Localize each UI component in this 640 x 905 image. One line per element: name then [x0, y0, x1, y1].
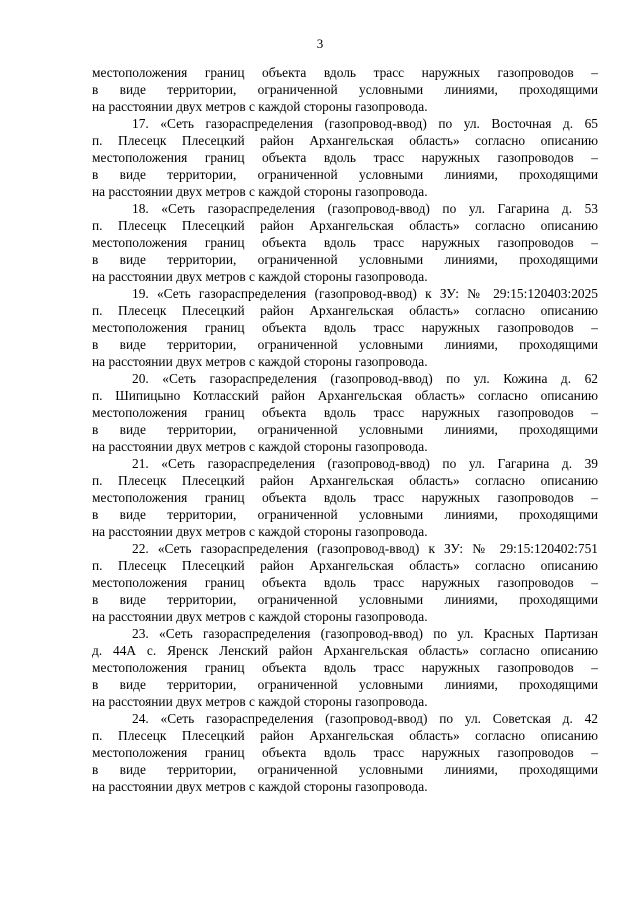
paragraph-item-21 [92, 455, 598, 540]
text-line: п. Плесецк Плесецкий район Архангельская область» согласно описанию [92, 218, 598, 233]
text-line: в виде территории, ограниченной условными линиями, проходящими [92, 677, 598, 692]
text-line: местоположения границ объекта вдоль трасс наружных газопроводов – [92, 150, 598, 165]
text-line: в виде территории, ограниченной условными линиями, проходящими [92, 337, 598, 352]
text-line: в виде территории, ограниченной условными линиями, проходящими [92, 762, 598, 777]
text-line: на расстоянии двух метров с каждой стороны газопровода. [92, 184, 428, 199]
text-line: п. Плесецк Плесецкий район Архангельская область» согласно описанию [92, 728, 598, 743]
paragraph-item-19 [92, 285, 598, 370]
text-line: местоположения границ объекта вдоль трасс наружных газопроводов – [92, 660, 598, 675]
text-line: 20. «Сеть газораспределения (газопровод-ввод) по ул. Кожина д. 62 [132, 371, 598, 386]
text-line: 19. «Сеть газораспределения (газопровод-ввод) к ЗУ: № 29:15:120403:2025 [132, 286, 598, 301]
text-line: 18. «Сеть газораспределения (газопровод-ввод) по ул. Гагарина д. 53 [132, 201, 598, 216]
text-line: на расстоянии двух метров с каждой стороны газопровода. [92, 609, 428, 624]
text-line: в виде территории, ограниченной условными линиями, проходящими [92, 422, 598, 437]
text-line: местоположения границ объекта вдоль трасс наружных газопроводов – [92, 65, 598, 80]
text-line: п. Плесецк Плесецкий район Архангельская область» согласно описанию [92, 133, 598, 148]
text-line: в виде территории, ограниченной условными линиями, проходящими [92, 507, 598, 522]
text-line: 17. «Сеть газораспределения (газопровод-ввод) по ул. Восточная д. 65 [132, 116, 598, 131]
page-number: 3 [316, 36, 324, 51]
paragraph-item-20 [92, 370, 598, 455]
paragraph-item-22 [92, 540, 598, 625]
document-body [92, 64, 598, 795]
text-line: местоположения границ объекта вдоль трасс наружных газопроводов – [92, 235, 598, 250]
text-line: в виде территории, ограниченной условными линиями, проходящими [92, 252, 598, 267]
text-line: на расстоянии двух метров с каждой стороны газопровода. [92, 694, 428, 709]
paragraph-continuation [92, 64, 598, 115]
text-line: местоположения границ объекта вдоль трасс наружных газопроводов – [92, 405, 598, 420]
text-line: местоположения границ объекта вдоль трасс наружных газопроводов – [92, 320, 598, 335]
text-line: на расстоянии двух метров с каждой стороны газопровода. [92, 269, 428, 284]
paragraph-item-17 [92, 115, 598, 200]
text-line: в виде территории, ограниченной условными линиями, проходящими [92, 592, 598, 607]
text-line: на расстоянии двух метров с каждой стороны газопровода. [92, 524, 428, 539]
text-line: п. Шипицыно Котласский район Архангельская область» согласно описанию [92, 388, 598, 403]
text-line: на расстоянии двух метров с каждой стороны газопровода. [92, 779, 428, 794]
text-line: на расстоянии двух метров с каждой стороны газопровода. [92, 439, 428, 454]
text-line: на расстоянии двух метров с каждой стороны газопровода. [92, 354, 428, 369]
paragraph-item-18 [92, 200, 598, 285]
text-line: на расстоянии двух метров с каждой стороны газопровода. [92, 99, 428, 114]
text-line: местоположения границ объекта вдоль трасс наружных газопроводов – [92, 745, 598, 760]
text-line: местоположения границ объекта вдоль трасс наружных газопроводов – [92, 575, 598, 590]
text-line: в виде территории, ограниченной условными линиями, проходящими [92, 82, 598, 97]
text-line: 21. «Сеть газораспределения (газопровод-ввод) по ул. Гагарина д. 39 [132, 456, 598, 471]
text-line: местоположения границ объекта вдоль трасс наружных газопроводов – [92, 490, 598, 505]
text-line: д. 44А с. Яренск Ленский район Архангельская область» согласно описанию [92, 643, 598, 658]
text-line: п. Плесецк Плесецкий район Архангельская область» согласно описанию [92, 303, 598, 318]
text-line: п. Плесецк Плесецкий район Архангельская область» согласно описанию [92, 473, 598, 488]
text-line: в виде территории, ограниченной условными линиями, проходящими [92, 167, 598, 182]
text-line: 22. «Сеть газораспределения (газопровод-ввод) к ЗУ: № 29:15:120402:751 [132, 541, 598, 556]
text-line: 24. «Сеть газораспределения (газопровод-ввод) по ул. Советская д. 42 [132, 711, 598, 726]
text-line: 23. «Сеть газораспределения (газопровод-ввод) по ул. Красных Партизан [132, 626, 598, 641]
paragraph-item-24 [92, 710, 598, 795]
text-line: п. Плесецк Плесецкий район Архангельская область» согласно описанию [92, 558, 598, 573]
paragraph-item-23 [92, 625, 598, 710]
